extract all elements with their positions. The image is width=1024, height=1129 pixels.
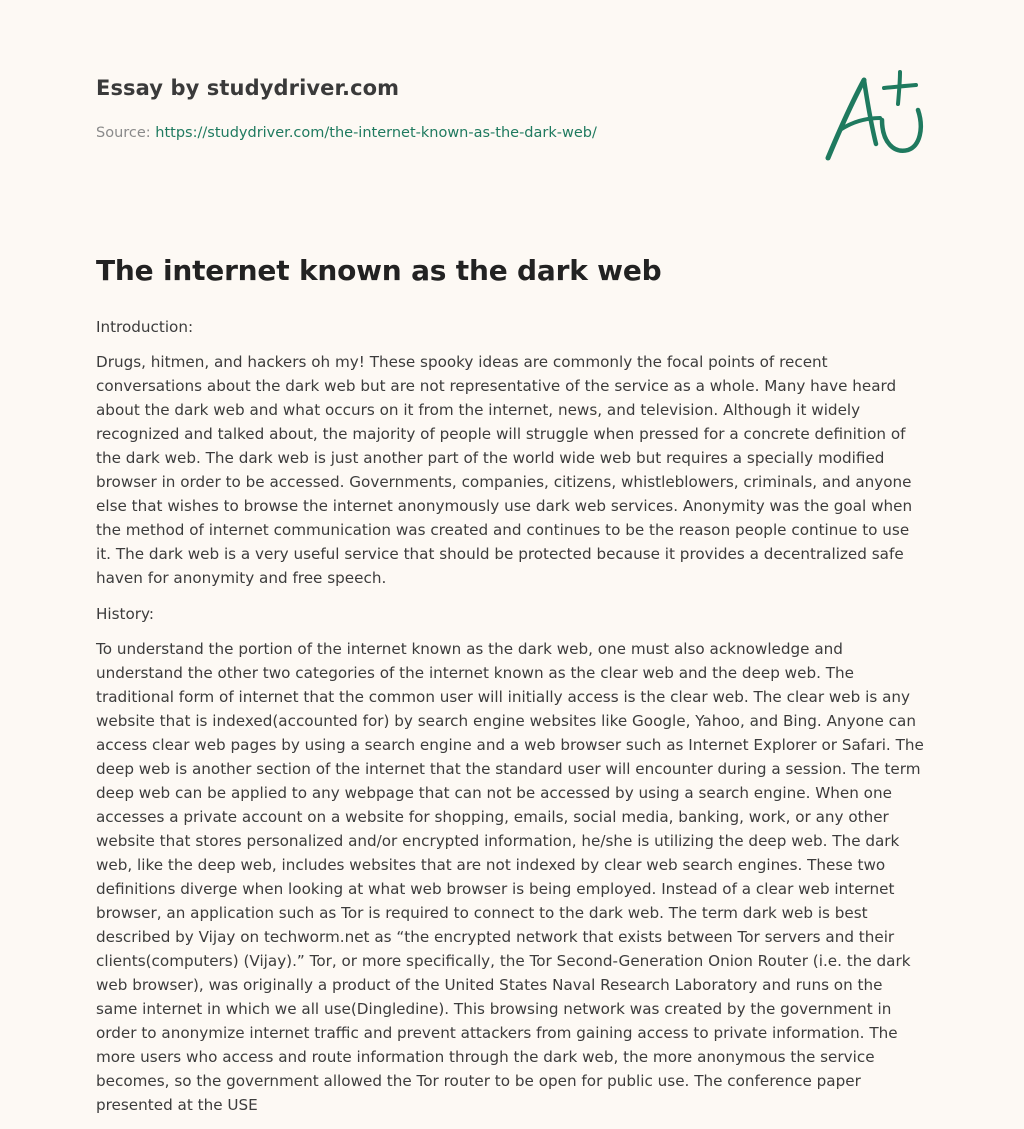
a-plus-logo-icon bbox=[820, 66, 930, 166]
site-brand: Essay by studydriver.com bbox=[96, 76, 400, 100]
intro-paragraph: Drugs, hitmen, and hackers oh my! These spooky ideas are commonly the focal points of recent conversations about the dark web but are not representative of the service as a whole. Many have heard about the dark web and what occurs on it from the internet, news, and television. Although it widely recognized and talked about, the majority of people will struggle when pressed for a concrete definition of the dark web. The dark web is just another part of the world wide web but requires a specially modified browser in order to be accessed. Governments, companies, citizens, whistleblowers, criminals, and anyone else that wishes to browse the internet anonymously use dark web services. Anonymity was the goal when the method of internet communication was created and continues to be the reason people continue to use it. The dark web is a very useful service that should be protected because it provides a decentralized safe haven for anonymity and free speech. bbox=[96, 353, 913, 587]
essay-body bbox=[96, 315, 928, 1129]
source-label: Source: bbox=[96, 125, 156, 141]
history-heading: History: bbox=[96, 605, 155, 623]
source-line bbox=[96, 125, 597, 141]
source-link[interactable]: https://studydriver.com/the-internet-known-as-the-dark-web/ bbox=[155, 125, 597, 141]
history-paragraph: To understand the portion of the internet known as the dark web, one must also acknowledge and understand the other two categories of the internet known as the clear web and the deep web. The traditional form of internet that the common user will initially access is the clear web. The clear web is any website that is indexed(accounted for) by search engine websites like Google, Yahoo, and Bing. Anyone can access clear web pages by using a search engine and a web browser such as Internet Explorer or Safari. The deep web is another section of the internet that the standard user will encounter during a session. The term deep web can be applied to any webpage that can not be accessed by using a search engine. When one accesses a private account on a website for shopping, emails, social media, banking, work, or any other website that stores personalized and/or encrypted information, he/she is utilizing the deep web. The dark web, like the deep web, includes websites that are not indexed by clear web search engines. These two definitions diverge when looking at what web browser is being employed. Instead of a clear web internet browser, an application such as Tor is required to connect to the dark web. The term dark web is best described by Vijay on techworm.net as “the encrypted network that exists between Tor servers and their clients(computers) (Vijay).” Tor, or more specifically, the Tor Second-Generation Onion Router (i.e. the dark web browser), was originally a product of the United States Naval Research Laboratory and runs on the same internet in which we all use(Dingledine). This browsing network was created by the government in order to anonymize internet traffic and prevent attackers from gaining access to private information. The more users who access and route information through the dark web, the more anonymous the service becomes, so the government allowed the Tor router to be open for public use. The conference paper presented at the USE bbox=[96, 640, 924, 1114]
essay-title: The internet known as the dark web bbox=[96, 254, 662, 287]
intro-heading: Introduction: bbox=[96, 318, 194, 336]
